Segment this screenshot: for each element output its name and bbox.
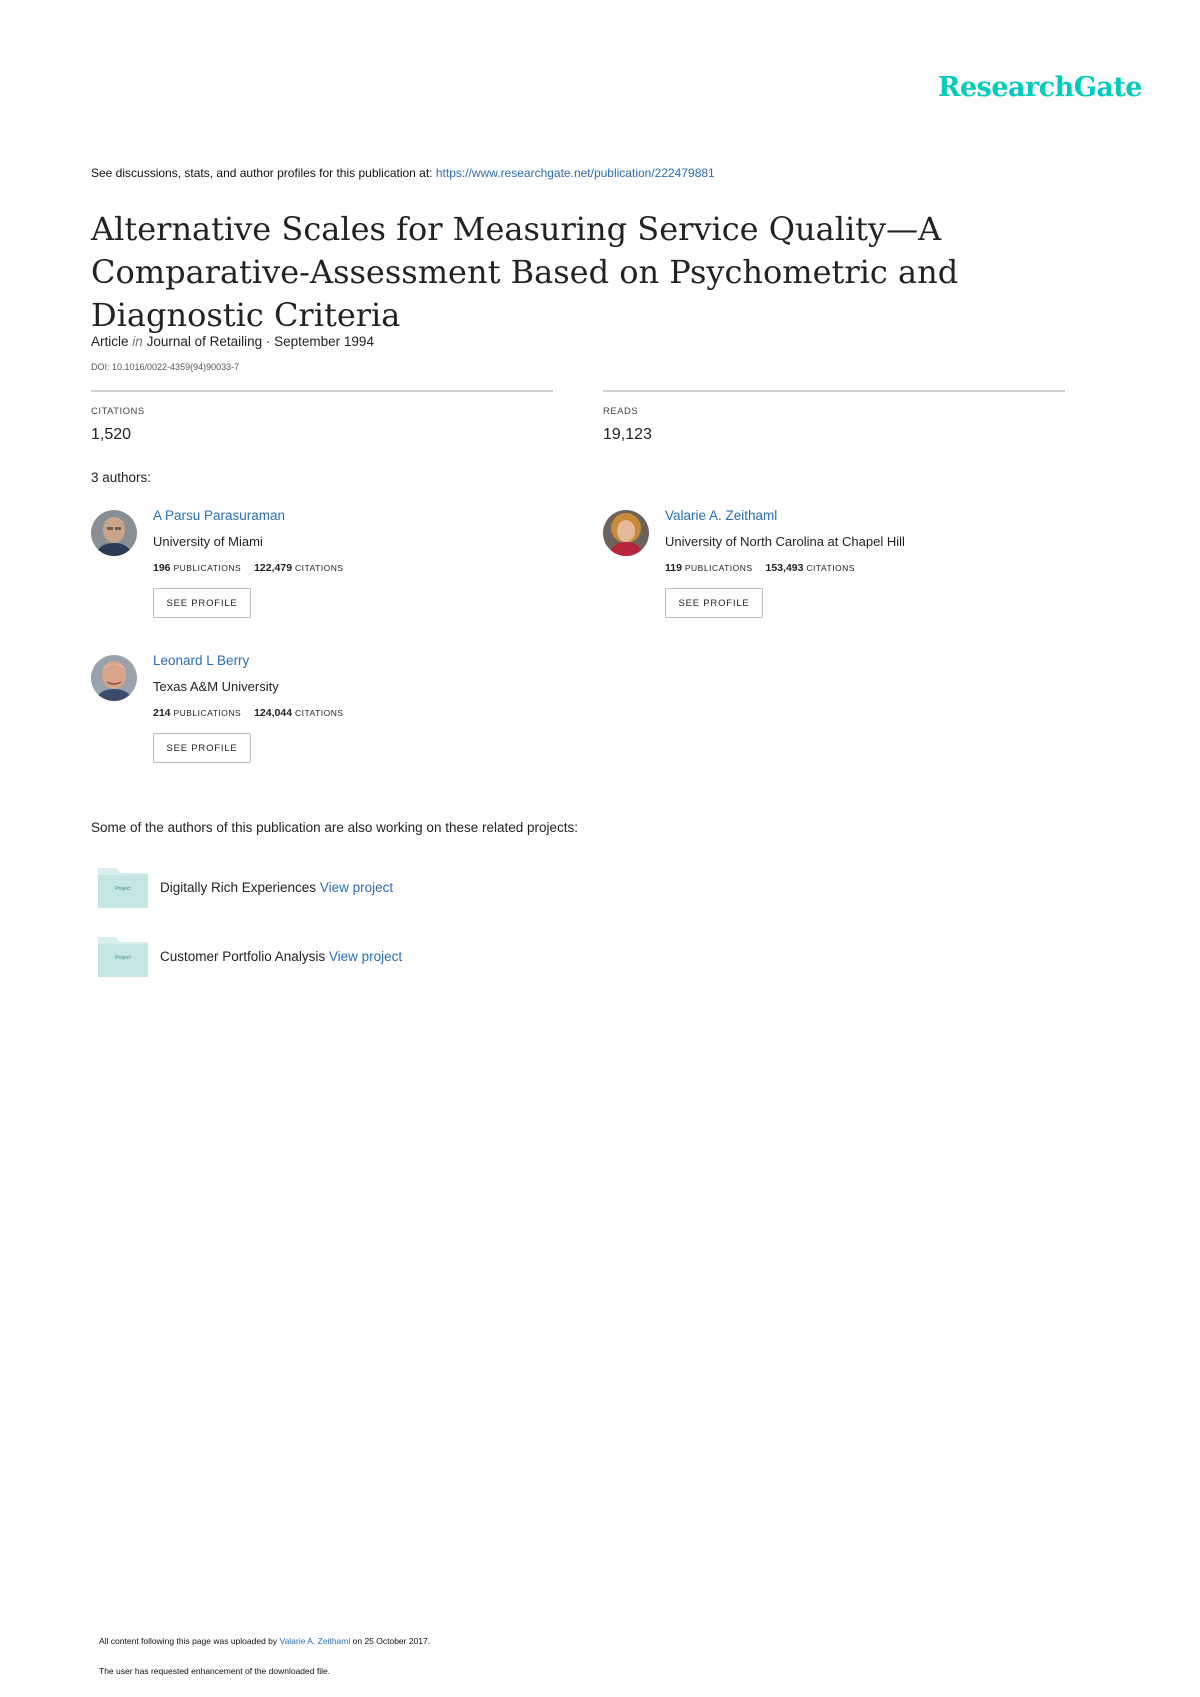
publications-label: PUBLICATIONS xyxy=(173,708,242,718)
folder-icon xyxy=(98,866,148,908)
divider-citations xyxy=(91,390,553,392)
author-affiliation: University of Miami xyxy=(153,534,263,549)
reads-label: READS xyxy=(603,406,639,417)
project-icon-label: Project xyxy=(115,886,131,892)
authors-count: 3 authors: xyxy=(91,470,152,485)
project-name: Digitally Rich Experiences xyxy=(160,880,317,895)
see-profile-button[interactable]: SEE PROFILE xyxy=(665,588,763,618)
author-name-link[interactable]: Leonard L Berry xyxy=(153,653,250,668)
citations-count: 153,493 xyxy=(765,562,804,574)
article-type: Article xyxy=(91,334,129,349)
author-counts xyxy=(153,707,344,719)
divider-reads xyxy=(603,390,1065,392)
view-project-link[interactable]: View project xyxy=(319,880,394,895)
publication-source-line xyxy=(91,166,715,180)
project-text xyxy=(160,880,393,895)
author-card xyxy=(91,508,551,628)
upload-note xyxy=(99,1636,430,1646)
publications-label: PUBLICATIONS xyxy=(684,563,753,573)
project-icon-label: Project xyxy=(115,955,131,961)
citations-count-label: CITATIONS xyxy=(294,708,344,718)
project-text xyxy=(160,949,402,964)
publications-count: 196 xyxy=(153,562,171,574)
upload-prefix: All content following this page was uploaded by xyxy=(99,1636,278,1646)
publications-label: PUBLICATIONS xyxy=(173,563,242,573)
project-item xyxy=(98,935,698,979)
folder-icon xyxy=(98,935,148,977)
citations-count: 124,044 xyxy=(254,707,293,719)
view-project-link[interactable]: View project xyxy=(328,949,403,964)
author-avatar[interactable] xyxy=(91,510,137,556)
author-counts xyxy=(665,562,855,574)
article-in: in xyxy=(132,334,143,349)
journal-name: Journal of Retailing · September 1994 xyxy=(146,334,374,349)
author-name-link[interactable]: A Parsu Parasuraman xyxy=(153,508,286,523)
enhancement-note: The user has requested enhancement of the downloaded file. xyxy=(99,1666,331,1676)
related-projects-heading: Some of the authors of this publication are also working on these related projects: xyxy=(91,820,579,835)
citations-count: 122,479 xyxy=(254,562,293,574)
project-item xyxy=(98,866,698,910)
author-avatar[interactable] xyxy=(91,655,137,701)
citations-count-label: CITATIONS xyxy=(806,563,855,573)
article-title: Alternative Scales for Measuring Service Quality—A Comparative-Assessment Based on Psychometric and Diagnostic Criteria xyxy=(91,210,959,334)
publication-url-link[interactable]: https://www.researchgate.net/publication/222479881 xyxy=(435,166,715,180)
author-affiliation: University of North Carolina at Chapel Hill xyxy=(665,534,905,549)
project-name: Customer Portfolio Analysis xyxy=(160,949,326,964)
uploader-link[interactable]: Valarie A. Zeithaml xyxy=(279,1636,351,1646)
citations-count-label: CITATIONS xyxy=(294,563,344,573)
see-discussions-text: See discussions, stats, and author profiles for this publication at: xyxy=(91,166,433,180)
see-profile-button[interactable]: SEE PROFILE xyxy=(153,733,251,763)
researchgate-logo: ResearchGate xyxy=(938,72,1142,103)
author-avatar[interactable] xyxy=(603,510,649,556)
author-name-link[interactable]: Valarie A. Zeithaml xyxy=(665,508,778,523)
article-doi: DOI: 10.1016/0022-4359(94)90033-7 xyxy=(91,362,240,372)
upload-date: on 25 October 2017. xyxy=(352,1636,431,1646)
reads-value: 19,123 xyxy=(603,426,652,443)
author-card xyxy=(603,508,1063,628)
see-profile-button[interactable]: SEE PROFILE xyxy=(153,588,251,618)
author-card xyxy=(91,653,551,773)
author-affiliation: Texas A&M University xyxy=(153,679,279,694)
article-meta xyxy=(91,334,374,349)
citations-value: 1,520 xyxy=(91,426,132,443)
publications-count: 214 xyxy=(153,707,171,719)
publications-count: 119 xyxy=(665,562,682,574)
citations-label: CITATIONS xyxy=(91,406,145,417)
author-counts xyxy=(153,562,344,574)
